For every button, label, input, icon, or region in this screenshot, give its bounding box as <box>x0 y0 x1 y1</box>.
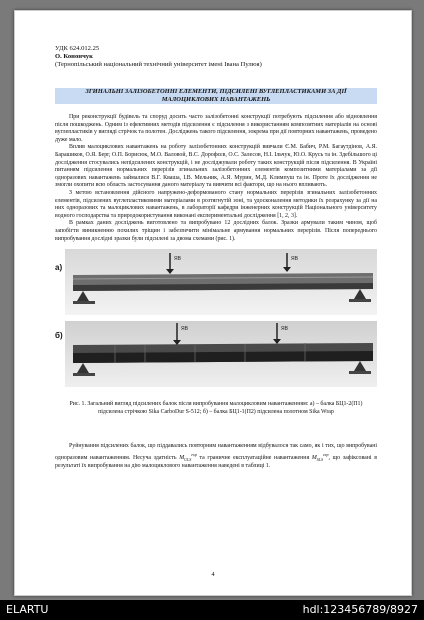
text-part: та граничне експлуатаційне навантаження <box>196 454 312 461</box>
footer-bar <box>0 600 424 620</box>
load-label: ЯВ <box>174 256 181 263</box>
paragraph-after-figure <box>55 443 377 471</box>
math-var: M <box>179 454 185 461</box>
author-affiliation: (Тернопільський національний технічний університет імені Івана Пулюя) <box>55 61 262 68</box>
figure-1 <box>55 249 377 415</box>
load-label: ЯВ <box>281 326 288 333</box>
footer-handle: hdl:123456789/8927 <box>302 603 418 616</box>
text-part: Руйнування підсилених балок, що піддавались повторним навантаженням відбувалося так само, як і тих, що випробувані одноразовим навантаженням. Несуча здатність <box>55 443 377 461</box>
author-name: О. Конончук <box>55 53 93 60</box>
load-label: ЯВ <box>291 256 298 263</box>
document-page <box>14 10 412 596</box>
paragraph: При реконструкції будівель та споруд досить часто залізобетонні конструкції потребують підсилення або відновлення після пошкоджень. Одним із ефективних методів підсилення є підсилення з використанням композитних матеріалів на основі вуглепластиків у вигляді стрічок та полотен. Досліджень такого підсилення, зокрема при дії повторних навантажень, проведено дуже мало. <box>55 114 377 143</box>
math-var: M <box>311 454 317 461</box>
page-content <box>55 45 377 471</box>
figure-label-b: б) <box>55 331 63 341</box>
figure-caption: Рис. 1. Загальний вигляд підсилених балок після випробування малоцикловим навантаженням: а) – балка БЦ1-2(П1) підсилена стрічкою Sika CarboDur S-512; б) – балка БЦ1-1(П2) підсилена полотном Sika Wrap <box>69 401 363 415</box>
beam-photo-a <box>55 249 377 315</box>
page-number: 4 <box>211 571 215 578</box>
paragraph: Вплив малоциклових навантажень на роботу залізобетонних конструкцій вивчали Є.М. Бабич, Р.М. Багаутдінов, А.Я. Барашиков, О.Я. Берг, О.П. Борисюк, М.О. Валовой, В.С. Дорофєєв, О.С. Залесов, Н.І. Ільчук, Ю.О. Крусь та ін. Здебільшого ці дослідження стосувались непідсилених конструкцій, і не досліджували роботу таких конструкцій після підсилення. В Україні питанням підсилення нормальних перерізів згинальних залізобетонних елементів композитними матеріалами за дії одноразових навантажень займалися В.Г. Кваша, І.В. Мельник, А.Я. Мурин, М.Д. Климпуш та ін. Проте їх дослідження не змогли охопити всю область застосування даного матеріалу та вивчити всі фактори, що на нього впливають. <box>55 144 377 189</box>
article-title: ЗГИНАЛЬНІ ЗАЛІЗОБЕТОННІ ЕЛЕМЕНТИ, ПІДСИЛЕНІ ВУГЛЕПЛАСТИКАМИ ЗА ДІЇ МАЛОЦИКЛОВИХ НАВАНТАЖЕНЬ <box>55 88 377 104</box>
paragraph: З метою встановлення дійсного напружено-деформованого стану нормальних перерізів згинальних залізобетонних елементів, підсилених вуглепластиковими матеріалами в розтягнутій зоні, та удосконалення методики їх розрахунку за дії на них одноразових та малоциклових навантажень, в лабораторії кафедри інженерних конструкцій Національного університету водного господарства та природокористування виконані експериментальні дослідження [1, 2, 3]. <box>55 189 377 219</box>
math-sub: SLS <box>316 456 323 462</box>
load-label: ЯВ <box>181 326 188 333</box>
math-sup: exp <box>322 451 329 457</box>
math-sup: exp <box>191 451 197 457</box>
figure-label-a: а) <box>55 263 63 273</box>
math-symbol <box>311 451 329 462</box>
math-symbol <box>179 451 197 462</box>
footer-repository: ELARTU <box>6 603 49 616</box>
udk-code: УДК 624.012.25 <box>55 45 100 52</box>
beam-a-image <box>55 249 377 315</box>
paragraph: В рамках даних досліджень виготовлено та випробувано 12 дослідних балок. Зразки армували таким чином, щоб запобігти виникненню похилих тріщин і забезпечити мінімальне армування нормальних перерізів. Після попереднього випробування дослідні зразки були підсилені за двома схемами (рис. 1). <box>55 220 377 242</box>
beam-photo-b <box>55 321 377 387</box>
math-sub: ULS <box>184 456 192 462</box>
beam-b-image <box>55 321 377 387</box>
text-part: , що зафіксовані в результаті їх випробування на дію малоциклового навантаження наведені в таблиці 1. <box>55 454 377 470</box>
